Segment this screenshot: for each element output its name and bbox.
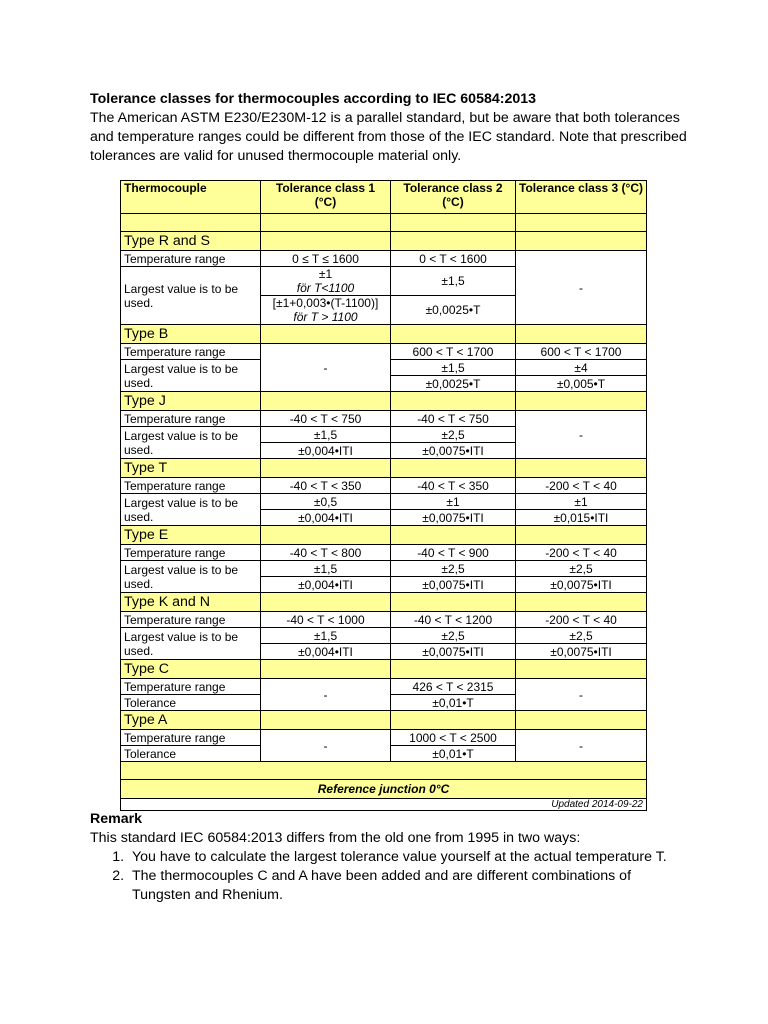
cell-value: ±0,005•T <box>516 376 647 392</box>
range-label: Temperature range <box>121 545 261 561</box>
cell-value: ±0,0075•ITI <box>516 577 647 593</box>
list-item: 1. You have to calculate the largest tolerance value yourself at the actual temperature T. <box>128 848 690 867</box>
table-row <box>121 251 647 267</box>
cell-value: - <box>261 679 391 711</box>
cell-note: för T<1100 <box>296 281 355 295</box>
type-row-a <box>121 711 647 730</box>
cell-value: ±1,5 <box>391 267 516 296</box>
cell-value: 0 < T < 1600 <box>391 251 516 267</box>
remark-heading: Remark <box>90 811 143 827</box>
table-row <box>121 411 647 427</box>
cell-value: ±0,01•T <box>391 695 516 711</box>
type-row-t <box>121 459 647 478</box>
cell-value: ±0,004•ITI <box>261 644 391 660</box>
reference-junction: Reference junction 0°C <box>121 780 647 799</box>
type-name: Type K and N <box>121 593 261 612</box>
table-row <box>121 679 647 695</box>
cell-value: -40 < T < 1200 <box>391 612 516 628</box>
updated-row <box>121 799 647 811</box>
cell-main: [±1+0,003•(T-1100)] <box>272 296 379 310</box>
cell-value: ±2,5 <box>391 628 516 644</box>
tolerance-table <box>120 180 647 811</box>
cell-value: -40 < T < 750 <box>261 411 391 427</box>
header-class-1: Tolerance class 1 (°C) <box>261 181 391 214</box>
range-label: Temperature range <box>121 478 261 494</box>
cell-value <box>261 296 391 325</box>
cell-value: -200 < T < 40 <box>516 478 647 494</box>
range-label: Temperature range <box>121 612 261 628</box>
cell-value: - <box>261 730 391 762</box>
range-label: Temperature range <box>121 411 261 427</box>
cell-value: ±2,5 <box>391 561 516 577</box>
cell-value: -40 < T < 750 <box>391 411 516 427</box>
cell-value: ±0,0075•ITI <box>391 510 516 526</box>
cell-value: ±0,004•ITI <box>261 510 391 526</box>
range-label: Temperature range <box>121 730 261 746</box>
cell-main: ±1 <box>318 267 333 281</box>
cell-value: 0 ≤ T ≤ 1600 <box>261 251 391 267</box>
largest-label: Largest value is to be used. <box>121 267 261 325</box>
largest-label: Largest value is to be used. <box>121 561 261 593</box>
list-item: 2. The thermocouples C and A have been added and are different combinations of Tungsten and Rhenium. <box>128 867 690 905</box>
cell-value: 600 < T < 1700 <box>391 344 516 360</box>
type-name: Type E <box>121 526 261 545</box>
updated-date: Updated 2014-09-22 <box>121 799 647 811</box>
cell-value: ±0,004•ITI <box>261 443 391 459</box>
cell-value: ±0,0075•ITI <box>516 644 647 660</box>
blank-row <box>121 762 647 780</box>
largest-label: Largest value is to be used. <box>121 628 261 660</box>
table-row <box>121 561 647 577</box>
table-row <box>121 612 647 628</box>
cell-note: för T > 1100 <box>293 310 358 324</box>
table-row <box>121 545 647 561</box>
cell-value: 1000 < T < 2500 <box>391 730 516 746</box>
cell-value: ±0,0025•T <box>391 376 516 392</box>
cell-value: -40 < T < 800 <box>261 545 391 561</box>
header-class-2: Tolerance class 2 (°C) <box>391 181 516 214</box>
remark-list <box>90 848 690 905</box>
cell-value: ±0,0075•ITI <box>391 443 516 459</box>
range-label: Temperature range <box>121 344 261 360</box>
cell-value: ±0,0075•ITI <box>391 644 516 660</box>
tolerance-label: Tolerance <box>121 695 261 711</box>
cell-value: - <box>516 730 647 762</box>
cell-value: ±0,015•ITI <box>516 510 647 526</box>
cell-value: ±2,5 <box>516 561 647 577</box>
cell-value: -200 < T < 40 <box>516 545 647 561</box>
cell-value: ±2,5 <box>391 427 516 443</box>
cell-value: ±1,5 <box>261 561 391 577</box>
cell-value: ±1,5 <box>261 427 391 443</box>
table-row <box>121 494 647 510</box>
cell-value: - <box>516 679 647 711</box>
type-name: Type T <box>121 459 261 478</box>
cell-value: ±0,01•T <box>391 746 516 762</box>
type-row-e <box>121 526 647 545</box>
type-row-rs <box>121 232 647 251</box>
cell-value: -40 < T < 350 <box>261 478 391 494</box>
type-name: Type J <box>121 392 261 411</box>
type-row-c <box>121 660 647 679</box>
cell-value: ±1 <box>391 494 516 510</box>
cell-value: ±0,0075•ITI <box>391 577 516 593</box>
cell-value: - <box>516 251 647 325</box>
type-name: Type R and S <box>121 232 261 251</box>
intro-paragraph: The American ASTM E230/E230M-12 is a parallel standard, but be aware that both tolerances and temperature ranges could be different from those of the IEC standard. Note that prescribed tolerances are valid for unused thermocouple material only. <box>90 110 687 164</box>
cell-value: ±1,5 <box>391 360 516 376</box>
cell-value: ±4 <box>516 360 647 376</box>
table-row <box>121 344 647 360</box>
cell-value: - <box>516 411 647 459</box>
cell-value: ±2,5 <box>516 628 647 644</box>
document-title: Tolerance classes for thermocouples according to IEC 60584:2013 <box>90 91 537 107</box>
largest-label: Largest value is to be used. <box>121 427 261 459</box>
cell-value: -200 < T < 40 <box>516 612 647 628</box>
cell-value <box>261 267 391 296</box>
blank-row <box>121 214 647 232</box>
range-label: Temperature range <box>121 251 261 267</box>
type-row-b <box>121 325 647 344</box>
range-label: Temperature range <box>121 679 261 695</box>
cell-value: -40 < T < 1000 <box>261 612 391 628</box>
header-class-3: Tolerance class 3 (°C) <box>516 181 647 214</box>
cell-value: ±1 <box>516 494 647 510</box>
type-row-j <box>121 392 647 411</box>
table-row <box>121 478 647 494</box>
table-row <box>121 628 647 644</box>
reference-row <box>121 780 647 799</box>
tolerance-label: Tolerance <box>121 746 261 762</box>
cell-value: ±0,004•ITI <box>261 577 391 593</box>
cell-value: 600 < T < 1700 <box>516 344 647 360</box>
cell-value: 426 < T < 2315 <box>391 679 516 695</box>
type-name: Type B <box>121 325 261 344</box>
cell-value: -40 < T < 900 <box>391 545 516 561</box>
header-thermocouple: Thermocouple <box>121 181 261 214</box>
largest-label: Largest value is to be used. <box>121 494 261 526</box>
cell-value: ±0,5 <box>261 494 391 510</box>
table-row <box>121 730 647 746</box>
type-name: Type A <box>121 711 261 730</box>
cell-value: ±1,5 <box>261 628 391 644</box>
largest-label: Largest value is to be used. <box>121 360 261 392</box>
remark-paragraph: This standard IEC 60584:2013 differs from the old one from 1995 in two ways: <box>90 830 581 846</box>
type-row-kn <box>121 593 647 612</box>
cell-value: - <box>261 344 391 392</box>
remark-section <box>90 810 690 905</box>
cell-value: ±0,0025•T <box>391 296 516 325</box>
cell-value: -40 < T < 350 <box>391 478 516 494</box>
type-name: Type C <box>121 660 261 679</box>
intro-section <box>90 90 690 166</box>
table-header-row <box>121 181 647 214</box>
